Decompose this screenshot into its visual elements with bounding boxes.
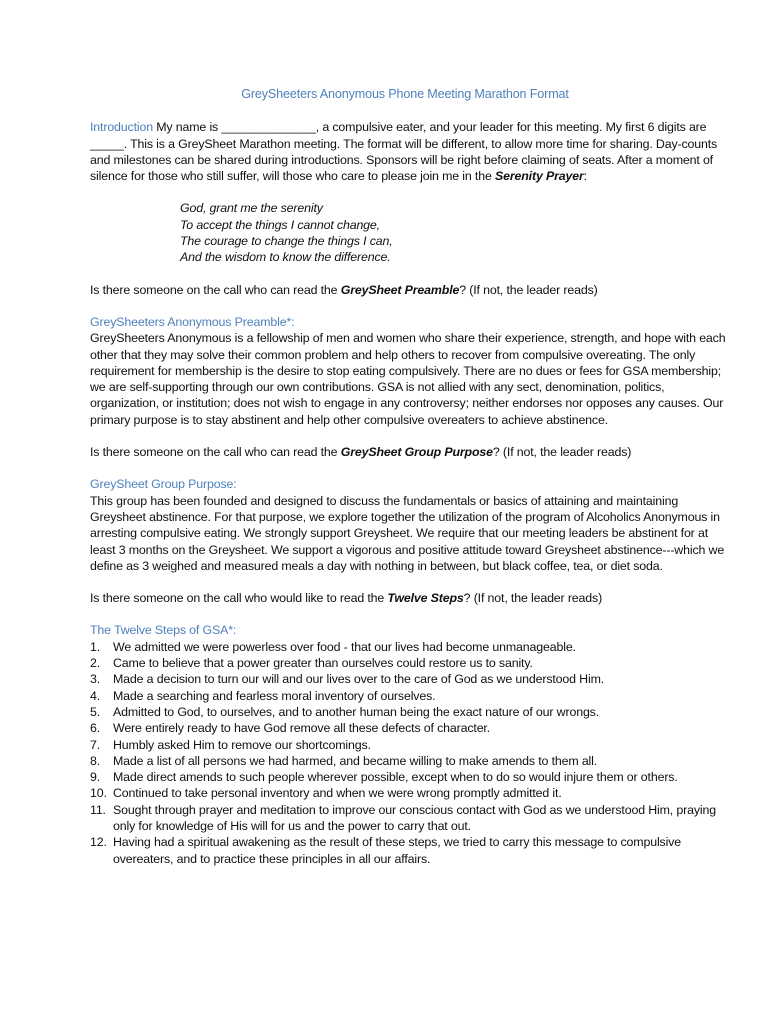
introduction-colon: : [583,169,587,184]
step-text: Came to believe that a power greater than ourselves could restore us to sanity. [113,656,533,671]
introduction-text: My name is ______________, a compulsive eater, and your leader for this meeting. My first 6 digits are _____. This is a GreySheet Marathon meeting. The format will be different, to allow more time for sharing. Day-counts and milestones can be shared during introductions. Sponsors will be right before claiming of seats. After a moment of silence for those who still suffer, will those who care to please join me in the [90,120,718,184]
list-item [90,720,728,736]
prayer-line: And the wisdom to know the difference. [180,250,391,265]
step-number: 5. [90,704,101,719]
purpose-heading: GreySheet Group Purpose: [90,477,237,492]
step-number: 8. [90,753,101,768]
question-text: Is there someone on the call who can read the [90,282,341,297]
twelve-steps-list [90,639,728,867]
question-bold: GreySheet Group Purpose [340,445,493,460]
list-item [90,802,728,835]
question-text: Is there someone on the call who would like to read the [90,591,388,606]
list-item [90,639,728,655]
step-number: 9. [90,770,101,785]
step-text: Admitted to God, to ourselves, and to another human being the exact nature of our wrongs. [113,704,600,719]
step-number: 1. [90,639,101,654]
list-item [90,671,728,687]
step-number: 10. [90,786,107,801]
step-number: 2. [90,656,101,671]
step-number: 4. [90,688,101,703]
question-text: ? (If not, the leader reads) [463,591,603,606]
steps-question [90,590,728,606]
step-number: 7. [90,737,101,752]
document-title: GreySheeters Anonymous Phone Meeting Marathon Format [241,87,569,101]
introduction-label: Introduction [90,120,153,135]
question-text: ? (If not, the leader reads) [459,282,598,297]
purpose-question [90,444,728,460]
prayer-line: God, grant me the serenity [180,201,323,216]
question-text: Is there someone on the call who can read the [90,445,341,460]
step-text: We admitted we were powerless over food - that our lives had become unmanageable. [113,639,576,654]
step-number: 6. [90,721,101,736]
purpose-text: This group has been founded and designed to discuss the fundamentals or basics of attaining and maintaining Greysheet abstinence. For that purpose, we explore together the utilization of the program of Alcoholics Anonymous in arresting compulsive eating. We strongly support Greysheet. We require that our meeting leaders be abstinent for at least 3 months on the Greysheet. We support a vigorous and positive attitude toward Greysheet abstinence---which we define as 3 weighed and measured meals a day with nothing in between, but black coffee, tea, or diet soda. [90,493,725,573]
question-text: ? (If not, the leader reads) [492,445,632,460]
preamble-text: GreySheeters Anonymous is a fellowship of men and women who share their experience, strength, and hope with each other that they may solve their common problem and help others to recover from compulsive overeating. The only requirement for membership is the desire to stop eating compulsively. There are no dues or fees for GSA membership; we are self-supporting through our own contributions. GSA is not allied with any sect, denomination, politics, organization, or institution; does not wish to engage in any controversy; neither endorses nor opposes any causes. Our primary purpose is to stay abstinent and help other compulsive overeaters to achieve abstinence. [90,331,726,427]
preamble-heading: GreySheeters Anonymous Preamble*: [90,314,295,329]
step-text: Made a list of all persons we had harmed, and became willing to make amends to them all. [113,753,598,768]
step-text: Made a searching and fearless moral inventory of ourselves. [113,688,436,703]
step-text: Made a decision to turn our will and our lives over to the care of God as we understood Him. [113,672,605,687]
introduction-paragraph [90,119,728,184]
question-bold: GreySheet Preamble [340,282,460,297]
step-text: Humbly asked Him to remove our shortcomings. [113,737,371,752]
prayer-line: To accept the things I cannot change, [180,217,380,232]
list-item [90,704,728,720]
list-item [90,834,728,867]
step-text: Having had a spiritual awakening as the result of these steps, we tried to carry this message to compulsive overeaters, and to practice these principles in all our affairs. [113,835,681,866]
list-item [90,769,728,785]
list-item [90,785,728,801]
step-number: 12. [90,835,107,850]
list-item [90,688,728,704]
question-bold: Twelve Steps [387,591,464,606]
step-text: Made direct amends to such people wherever possible, except when to do so would injure them or others. [113,770,678,785]
step-text: Continued to take personal inventory and when we were wrong promptly admitted it. [113,786,562,801]
serenity-prayer-ref: Serenity Prayer [495,169,584,184]
serenity-prayer [180,200,728,265]
step-text: Sought through prayer and meditation to improve our conscious contact with God as we understood Him, praying only for knowledge of His will for us and the power to carry that out. [113,802,716,833]
steps-heading: The Twelve Steps of GSA*: [90,623,237,638]
list-item [90,737,728,753]
step-number: 11. [90,802,106,817]
preamble-question [90,282,728,298]
list-item [90,655,728,671]
prayer-line: The courage to change the things I can, [180,234,393,249]
list-item [90,753,728,769]
step-text: Were entirely ready to have God remove all these defects of character. [113,721,491,736]
step-number: 3. [90,672,101,687]
